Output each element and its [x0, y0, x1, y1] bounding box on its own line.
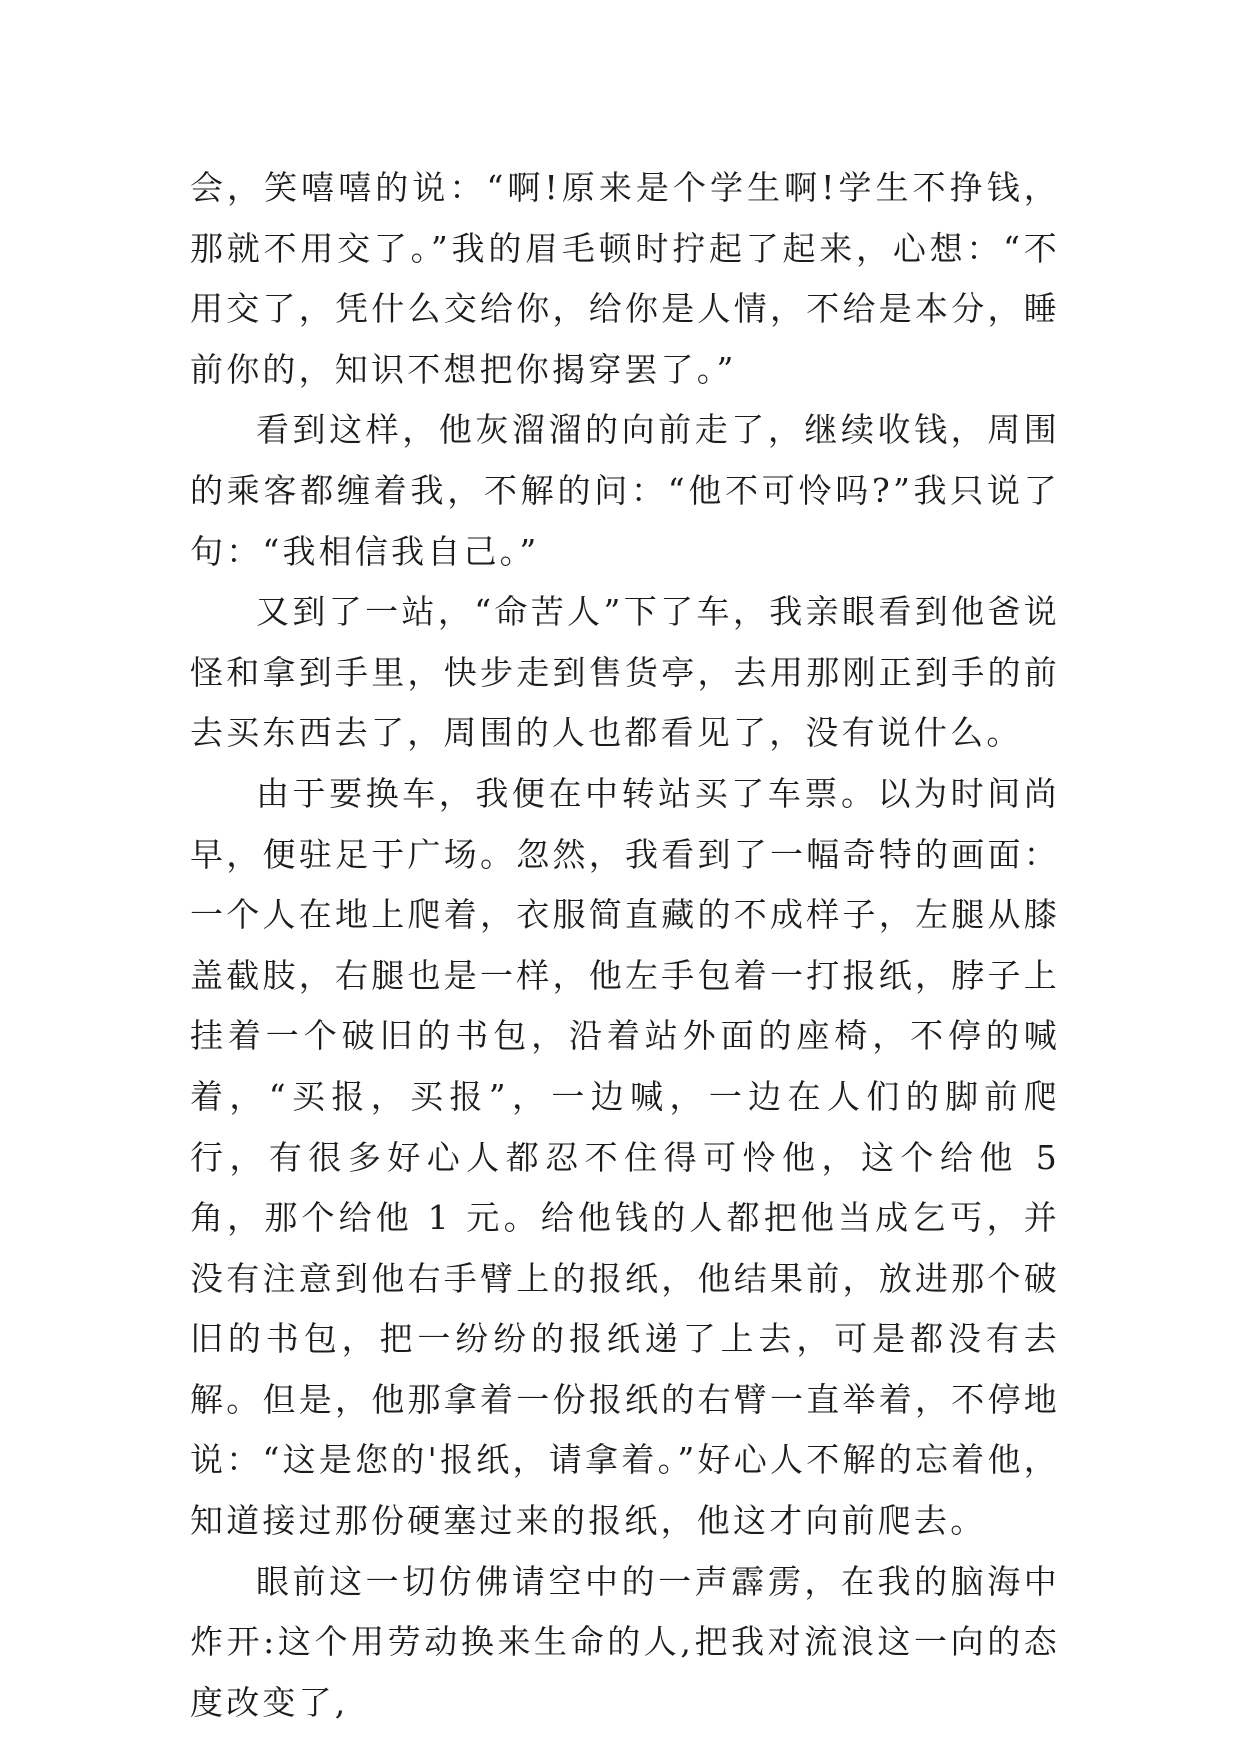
paragraph-3: 又到了一站，“命苦人”下了车，我亲眼看到他爸说怪和拿到手里，快步走到售货亭，去用那刚正到手的前去买东西去了，周围的人也都看见了，没有说什么。 [190, 592, 1060, 753]
paragraph-5: 眼前这一切仿佛请空中的一声霹雳，在我的脑海中炸开:这个用劳动换来生命的人,把我对流浪这一向的态度改变了, [190, 1561, 1060, 1722]
document-body [190, 158, 1060, 1733]
paragraph-1: 会，笑嘻嘻的说：“啊!原来是个学生啊!学生不挣钱，那就不用交了。”我的眉毛顿时拧起了起来，心想：“不用交了，凭什么交给你，给你是人情，不给是本分，睡前你的，知识不想把你揭穿罢了。” [190, 168, 1060, 389]
paragraph-4: 由于要换车，我便在中转站买了车票。以为时间尚早，便驻足于广场。忽然，我看到了一幅奇特的画面：一个人在地上爬着，衣服简直藏的不成样子，左腿从膝盖截肢，右腿也是一样，他左手包着一打报纸，脖子上挂着一个破旧的书包，沿着站外面的座椅，不停的喊着，“买报，买报”，一边喊，一边在人们的脚前爬行，有很多好心人都忍不住得可怜他，这个给他 5 角，那个给他 1 元。给他钱的人都把他当成乞丐，并没有注意到他右手臂上的报纸，他结果前，放进那个破旧的书包，把一纷纷的报纸递了上去，可是都没有去解。但是，他那拿着一份报纸的右臂一直举着，不停地说：“这是您的'报纸，请拿着。”好心人不解的忘着他，知道接过那份硬塞过来的报纸，他这才向前爬去。 [190, 773, 1060, 1541]
paragraph-2: 看到这样，他灰溜溜的向前走了，继续收钱，周围的乘客都缠着我，不解的问：“他不可怜吗?”我只说了句：“我相信我自己。” [190, 410, 1060, 571]
